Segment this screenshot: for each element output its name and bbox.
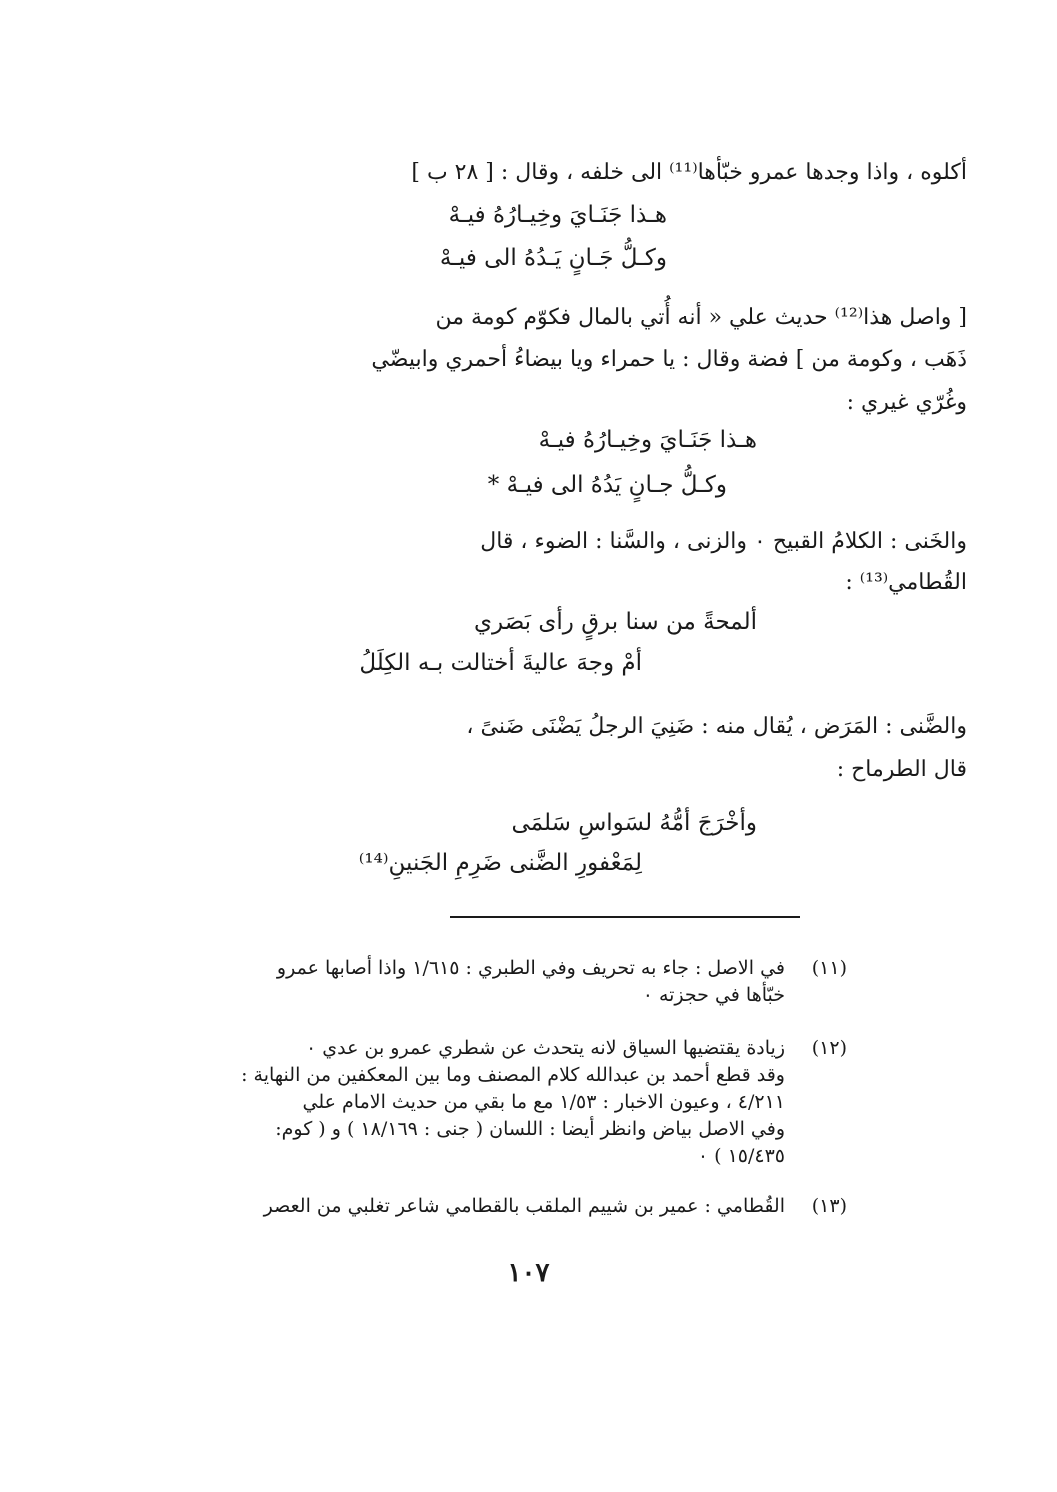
- verse-line: وكـلُّ جَـانٍ يَـدُهُ الى فيـهْ: [439, 245, 667, 271]
- footnote-number: (١٣): [811, 1195, 847, 1217]
- page-number: ١٠٧: [507, 1258, 550, 1288]
- verse-line: أمْ وجهَ عاليةَ أختالت بـه الكِلَلُ: [359, 650, 642, 676]
- paragraph-line: القُطامي⁽¹³⁾ :: [845, 570, 967, 595]
- footnote-divider: [450, 916, 800, 918]
- paragraph-line: والضَّنى : المَرَض ، يُقال منه : ضَنِيَ الرجلُ يَضْنَى ضَنىً ،: [466, 714, 967, 739]
- footnote-number: (١١): [811, 957, 847, 979]
- footnote-line: ١٥/٤٣٥ ) ٠: [697, 1145, 785, 1167]
- footnote-line: ٤/٢١١ ، وعيون الاخبار : ١/٥٣ مع ما بقي من حديث الامام علي: [302, 1091, 785, 1113]
- paragraph-line: وغُرّي غيري :: [846, 390, 967, 415]
- footnote-line: وقد قطع أحمد بن عبدالله كلام المصنف وما بين المعكفين من النهاية :: [241, 1064, 785, 1086]
- verse-line: وأخْرَجَ أمُّهُ لسَواسِ سَلمَى: [511, 810, 757, 836]
- paragraph-line: قال الطرماح :: [836, 757, 967, 782]
- footnote-line: زيادة يقتضيها السياق لانه يتحدث عن شطري عمرو بن عدي ٠: [306, 1037, 785, 1059]
- paragraph-line: [ واصل هذا⁽¹²⁾ حديث علي « أنه أُتي بالمال فكوّم كومة من: [435, 305, 967, 330]
- verse-line: هـذا جَنَـايَ وخِيـارُهُ فيـهْ: [538, 427, 757, 453]
- footnote-line: في الاصل : جاء به تحريف وفي الطبري : ١/٦١٥ واذا أصابها عمرو: [276, 957, 785, 979]
- footnote-line: القُطامي : عمير بن شييم الملقب بالقطامي شاعر تغلبي من العصر: [263, 1195, 785, 1217]
- paragraph-line: ذَهَب ، وكومة من ] فضة وقال : يا حمراء ويا بيضاءُ أحمري وابيضّي: [371, 347, 967, 372]
- paragraph-line: والخَنى : الكلامُ القبيح ٠ والزنى ، والسَّنا : الضوء ، قال: [480, 529, 967, 554]
- footnote-number: (١٢): [811, 1037, 847, 1059]
- footnote-line: خبّأها في حجزته ٠: [642, 984, 785, 1006]
- verse-line: ألمحةً من سنا برقٍ رأى بَصَري: [474, 609, 757, 635]
- paragraph-line: أكلوه ، واذا وجدها عمرو خبّأها⁽¹¹⁾ الى خلفه ، وقال : [ ٢٨ ب ]: [411, 160, 967, 185]
- verse-line: وكـلُّ جـانٍ يَدُهُ الى فيـهْ *: [487, 472, 727, 498]
- footnote-line: وفي الاصل بياض وانظر أيضا : اللسان ( جنى : ١٨/١٦٩ ) و ( كوم:: [275, 1118, 785, 1140]
- verse-line: لِمَعْفورِ الضَّنى ضَرِمِ الجَنينِ⁽¹⁴⁾: [358, 850, 642, 876]
- verse-line: هـذا جَنَـايَ وخِيـارُهُ فيـهْ: [448, 202, 667, 228]
